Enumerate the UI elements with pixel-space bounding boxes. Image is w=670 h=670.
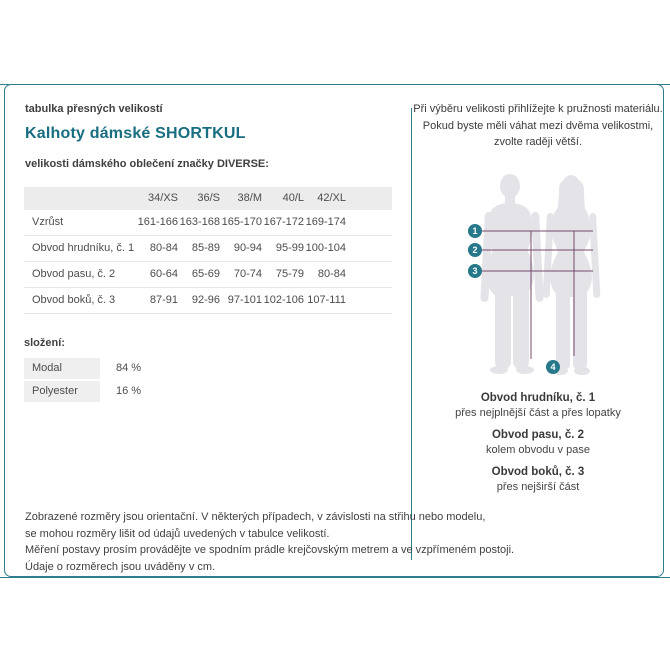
header-spacer-cell (346, 187, 392, 210)
eyebrow-text: tabulka přesných velikostí (25, 103, 163, 115)
marker-4-number: 4 (550, 362, 556, 372)
cell-value: 80-84 (136, 236, 178, 262)
cell-value: 161-166 (136, 210, 178, 236)
material-percent: 84 % (116, 362, 142, 374)
marker-3-number: 3 (472, 266, 478, 276)
table-subtitle: velikosti dámského oblečení značky DIVERSE: (25, 158, 269, 170)
header-size-40l: 40/L (262, 187, 304, 210)
measurement-label: Obvod pasu, č. 2 (491, 429, 585, 441)
cell-value: 90-94 (220, 236, 262, 262)
footnote-line: se mohou rozměry lišit od údajů uvedených v tabulce velikostí. (25, 527, 330, 540)
advice-line: zvolte raději větší. (493, 136, 583, 148)
spacer-cell (346, 262, 392, 288)
size-table (24, 187, 392, 314)
footnote-line: Zobrazené rozměry jsou orientační. V některých případech, v závislosti na střihu nebo modelu, (25, 511, 486, 523)
page-title: Kalhoty dámské SHORTKUL (25, 125, 246, 142)
measurement-label: Obvod boků, č. 3 (491, 466, 585, 478)
cell-value: 80-84 (304, 262, 346, 288)
cell-value: 70-74 (220, 262, 262, 288)
size-table-header-row (24, 187, 392, 210)
row-label: Vzrůst (24, 210, 136, 236)
composition-heading: složení: (24, 337, 65, 349)
table-row (24, 236, 392, 262)
marker-2-number: 2 (472, 245, 478, 255)
table-row (24, 210, 392, 236)
cell-value: 92-96 (178, 288, 220, 314)
footnotes (25, 509, 514, 575)
header-size-42xl: 42/XL (304, 187, 346, 210)
material-name: Modal (24, 358, 100, 379)
header-block (25, 103, 269, 170)
footnote-line: Údaje o rozměrech jsou uváděny v cm. (25, 560, 216, 573)
row-label: Obvod pasu, č. 2 (24, 262, 136, 288)
table-row (24, 288, 392, 314)
measurement-desc: kolem obvodu v pase (486, 444, 590, 456)
composition-row (24, 358, 141, 379)
composition-row (24, 381, 141, 402)
cell-value: 95-99 (262, 236, 304, 262)
spacer-cell (346, 288, 392, 314)
cell-value: 87-91 (136, 288, 178, 314)
cell-value: 167-172 (262, 210, 304, 236)
cell-value: 60-64 (136, 262, 178, 288)
advice-line: Pokud byste měli váhat mezi dvěma velikostmi, (422, 119, 654, 132)
header-size-38m: 38/M (220, 187, 262, 210)
cell-value: 65-69 (178, 262, 220, 288)
spacer-cell (346, 236, 392, 262)
header-size-36s: 36/S (178, 187, 220, 210)
cell-value: 163-168 (178, 210, 220, 236)
header-empty-cell (24, 187, 136, 210)
cell-value: 97-101 (220, 288, 262, 314)
row-label: Obvod boků, č. 3 (24, 288, 136, 314)
measurement-desc: přes nejplnější část a přes lopatky (455, 407, 621, 419)
material-name: Polyester (24, 381, 100, 402)
header-size-34xs: 34/XS (136, 187, 178, 210)
cell-value: 102-106 (262, 288, 304, 314)
bottom-border-line (0, 577, 670, 578)
male-silhouette (480, 174, 543, 374)
table-row (24, 262, 392, 288)
cell-value: 85-89 (178, 236, 220, 262)
body-measurement-diagram (440, 160, 665, 385)
measurement-label: Obvod hrudníku, č. 1 (480, 392, 596, 404)
marker-1-number: 1 (472, 226, 478, 236)
footnote-line: Měření postavy prosím provádějte ve spodním prádle krejčovským metrem a ve vzpřímeném postoji. (25, 544, 515, 556)
cell-value: 75-79 (262, 262, 304, 288)
female-silhouette (543, 175, 601, 375)
composition-block (24, 337, 141, 404)
cell-value: 100-104 (304, 236, 346, 262)
cell-value: 107-111 (304, 288, 346, 314)
cell-value: 169-174 (304, 210, 346, 236)
advice-line: Při výběru velikosti přihlížejte k pružnosti materiálu. (413, 103, 663, 115)
material-percent: 16 % (116, 385, 142, 397)
measurement-legend (412, 392, 664, 503)
row-label: Obvod hrudníku, č. 1 (24, 236, 136, 262)
cell-value: 165-170 (220, 210, 262, 236)
spacer-cell (346, 210, 392, 236)
measurement-desc: přes nejširší část (496, 481, 580, 493)
sizing-advice (412, 101, 664, 151)
